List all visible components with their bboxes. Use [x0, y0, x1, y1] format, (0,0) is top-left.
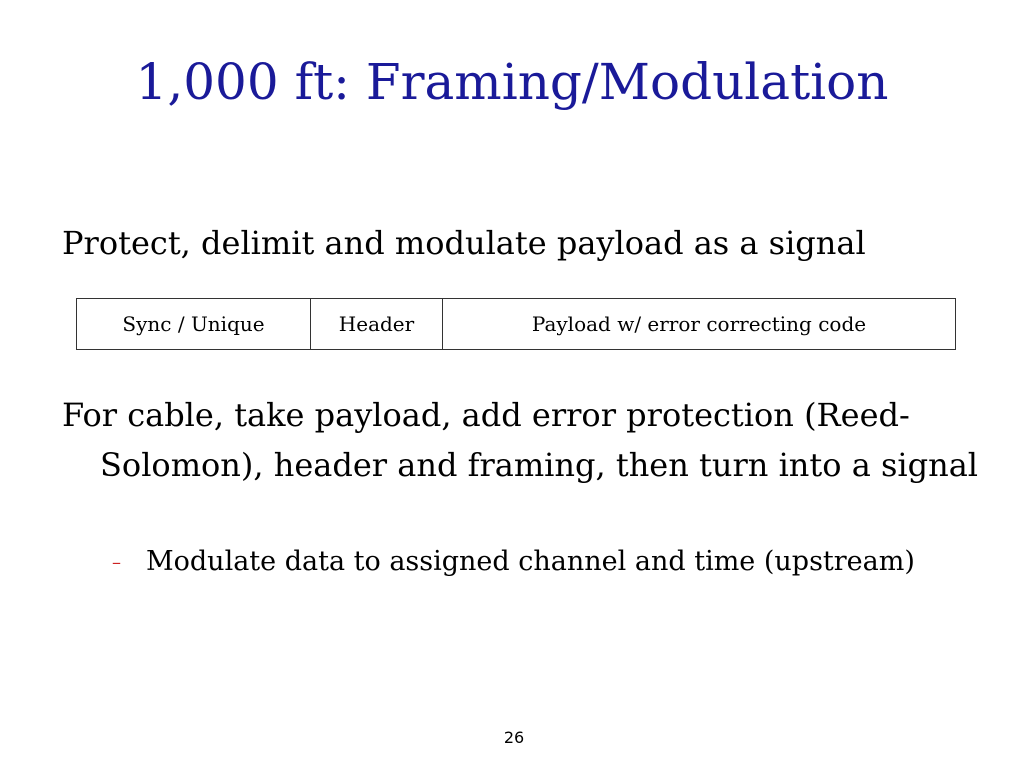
page-number: 26 [503, 728, 525, 747]
frame-cell-sync: Sync / Unique [77, 299, 311, 349]
sub-bullet-marker: – [112, 551, 121, 573]
slide-title: 1,000 ft: Framing/Modulation [135, 53, 889, 111]
frame-cell-header: Header [311, 299, 443, 349]
frame-structure-diagram [76, 298, 956, 350]
frame-cell-payload: Payload w/ error correcting code [531, 312, 867, 336]
sub-bullet-modulate [112, 542, 1012, 583]
bullet-protect-delimit: Protect, delimit and modulate payload as a signal [62, 224, 866, 262]
sub-bullet-text: Modulate data to assigned channel and time (upstream) [146, 546, 915, 577]
bullet-cable-payload: For cable, take payload, add error protection (Reed-Solomon), header and framing, then turn into a signal [62, 396, 979, 484]
